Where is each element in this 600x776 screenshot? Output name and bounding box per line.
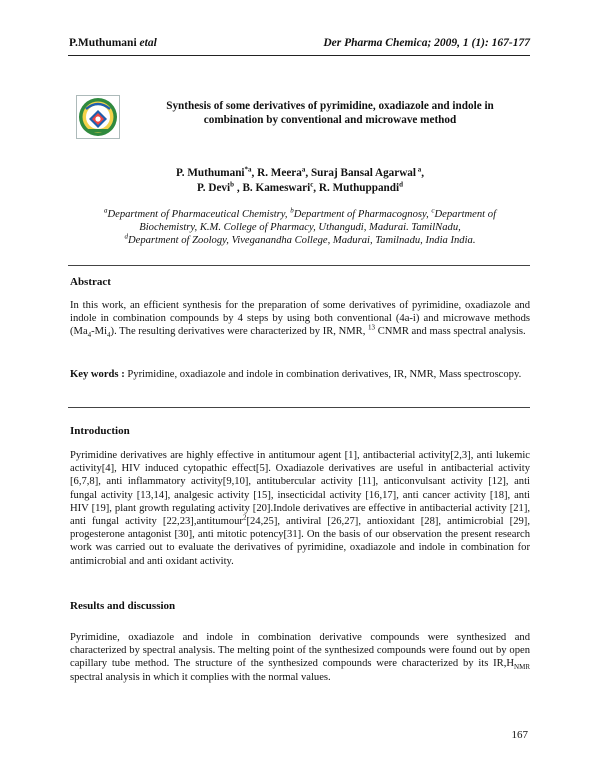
keywords — [70, 368, 530, 381]
author-affil-mark: b — [230, 180, 235, 189]
author-sep: , — [421, 167, 425, 179]
authors-line-2 — [70, 181, 530, 196]
superscript: 2 — [242, 513, 247, 522]
abstract-heading: Abstract — [70, 276, 111, 288]
affil-mark: c — [431, 206, 435, 215]
introduction-heading: Introduction — [70, 425, 130, 437]
keywords-text: Pyrimidine, oxadiazole and indole in combination derivatives, IR, NMR, Mass spectroscopy. — [124, 369, 522, 380]
superscript: 13 — [368, 323, 376, 332]
running-header-journal: Der Pharma Chemica; 2009, 1 (1): 167-177 — [323, 37, 530, 49]
title-line-2: combination by conventional and microwave method — [203, 114, 457, 126]
affiliation-line-3 — [70, 234, 530, 247]
affiliation-text: Department of Pharmaceutical Chemistry, — [107, 209, 291, 220]
subscript: 4 — [107, 331, 111, 340]
page-number: 167 — [511, 729, 528, 741]
author-name: , R. Muthuppandi — [313, 182, 400, 194]
divider — [68, 407, 530, 408]
affiliations — [70, 208, 530, 247]
divider — [68, 265, 530, 266]
abstract-text-part: -Mi — [91, 326, 108, 338]
author-name: P. Devi — [196, 182, 231, 194]
author-name: P. Muthumani — [175, 167, 245, 179]
running-header-author — [69, 37, 157, 49]
author-affil-mark: a — [301, 165, 306, 174]
paper-title — [130, 99, 530, 127]
affil-mark: b — [290, 206, 294, 215]
title-line-1: Synthesis of some derivatives of pyrimidine, oxadiazole and indole in — [166, 100, 494, 112]
author-name: , B. Kameswari — [234, 182, 311, 194]
author-affil-mark: d — [399, 180, 404, 189]
authors-line-1 — [70, 166, 530, 181]
keywords-label: Key words : — [70, 369, 125, 380]
abstract-text-part: CNMR and mass spectral analysis. — [377, 326, 526, 338]
author-affil-mark: *a — [244, 165, 252, 174]
author-affil-mark: c — [310, 180, 314, 189]
author-list — [70, 166, 530, 196]
results-text-part: spectral analysis in which it complies with the normal values. — [70, 671, 331, 683]
affiliation-text: Department of Pharmacognosy, — [293, 209, 432, 220]
author-affil-mark: a — [416, 165, 422, 174]
introduction-text — [70, 449, 530, 568]
abstract-text — [70, 299, 530, 339]
subscript: NMR — [514, 663, 530, 672]
header-etal: etal — [139, 37, 157, 49]
introduction-text-part: [24,25], antiviral [26,27], antioxidant [28], antimicrobial [29], progesterone antagonist [30], anti mitotic potency[31]. On the basis of our observation the present research work was carried out to evaluate the derivatives of pyrimidine, oxadiazole and indole in combination for antimicrobial and anti oxidant activity. — [70, 516, 530, 567]
introduction-text-part: Pyrimidine derivatives are highly effective in antitumour agent [1], antibacterial activity[2,3], anti lukemic activity[4], HIV induced cytopathic effect[5]. Oxadiazole derivatives are useful in antibacterial activity [6,7,8], anti inflammatory activity[9,10], antitubercular activity [11], anticonvulsant activity [12], anti fungal activity [13,14], analgesic activity [15], insecticidal activity [16,17], anti cancer activity [18], anti HIV [19], plant growth regulating activity [20].Indole derivatives are effective in antibacterial activity [21], anti fungal activity [22,23],antitumour — [70, 450, 530, 528]
affil-mark: d — [124, 232, 128, 241]
header-author: P.Muthumani — [69, 37, 137, 49]
affiliation-text: Department of — [434, 209, 497, 220]
author-name: , Suraj Bansal Agarwal — [305, 167, 417, 179]
college-seal-logo — [76, 95, 120, 139]
abstract-text-part: In this work, an efficient synthesis for the preparation of some derivatives of pyrimidine, oxadiazole and indole in combination compounds by 4 steps by using both conventional (4a-i) and microwave methods (Ma — [70, 300, 530, 338]
author-name: , R. Meera — [251, 167, 302, 179]
subscript: 4 — [87, 331, 92, 340]
results-text — [70, 631, 530, 684]
affil-mark: a — [103, 206, 108, 215]
header-rule — [68, 55, 530, 56]
affiliation-line-1 — [70, 208, 530, 221]
affiliation-text: Department of Zoology, Viveganandha College, Madurai, Tamilnadu, India India. — [127, 235, 476, 246]
results-heading: Results and discussion — [70, 600, 176, 612]
abstract-text-part: ). The resulting derivatives were characterized by IR, NMR, — [110, 326, 369, 338]
results-text-part: Pyrimidine, oxadiazole and indole in combination derivative compounds were synthesized and characterized by spectral analysis. The melting point of the synthesized compounds were found out by open capillary tube method. The structure of the synthesized compounds were characterized by its IR,H — [70, 632, 530, 670]
affiliation-line-2: Biochemistry, K.M. College of Pharmacy, Uthangudi, Madurai. TamilNadu, — [139, 222, 461, 233]
